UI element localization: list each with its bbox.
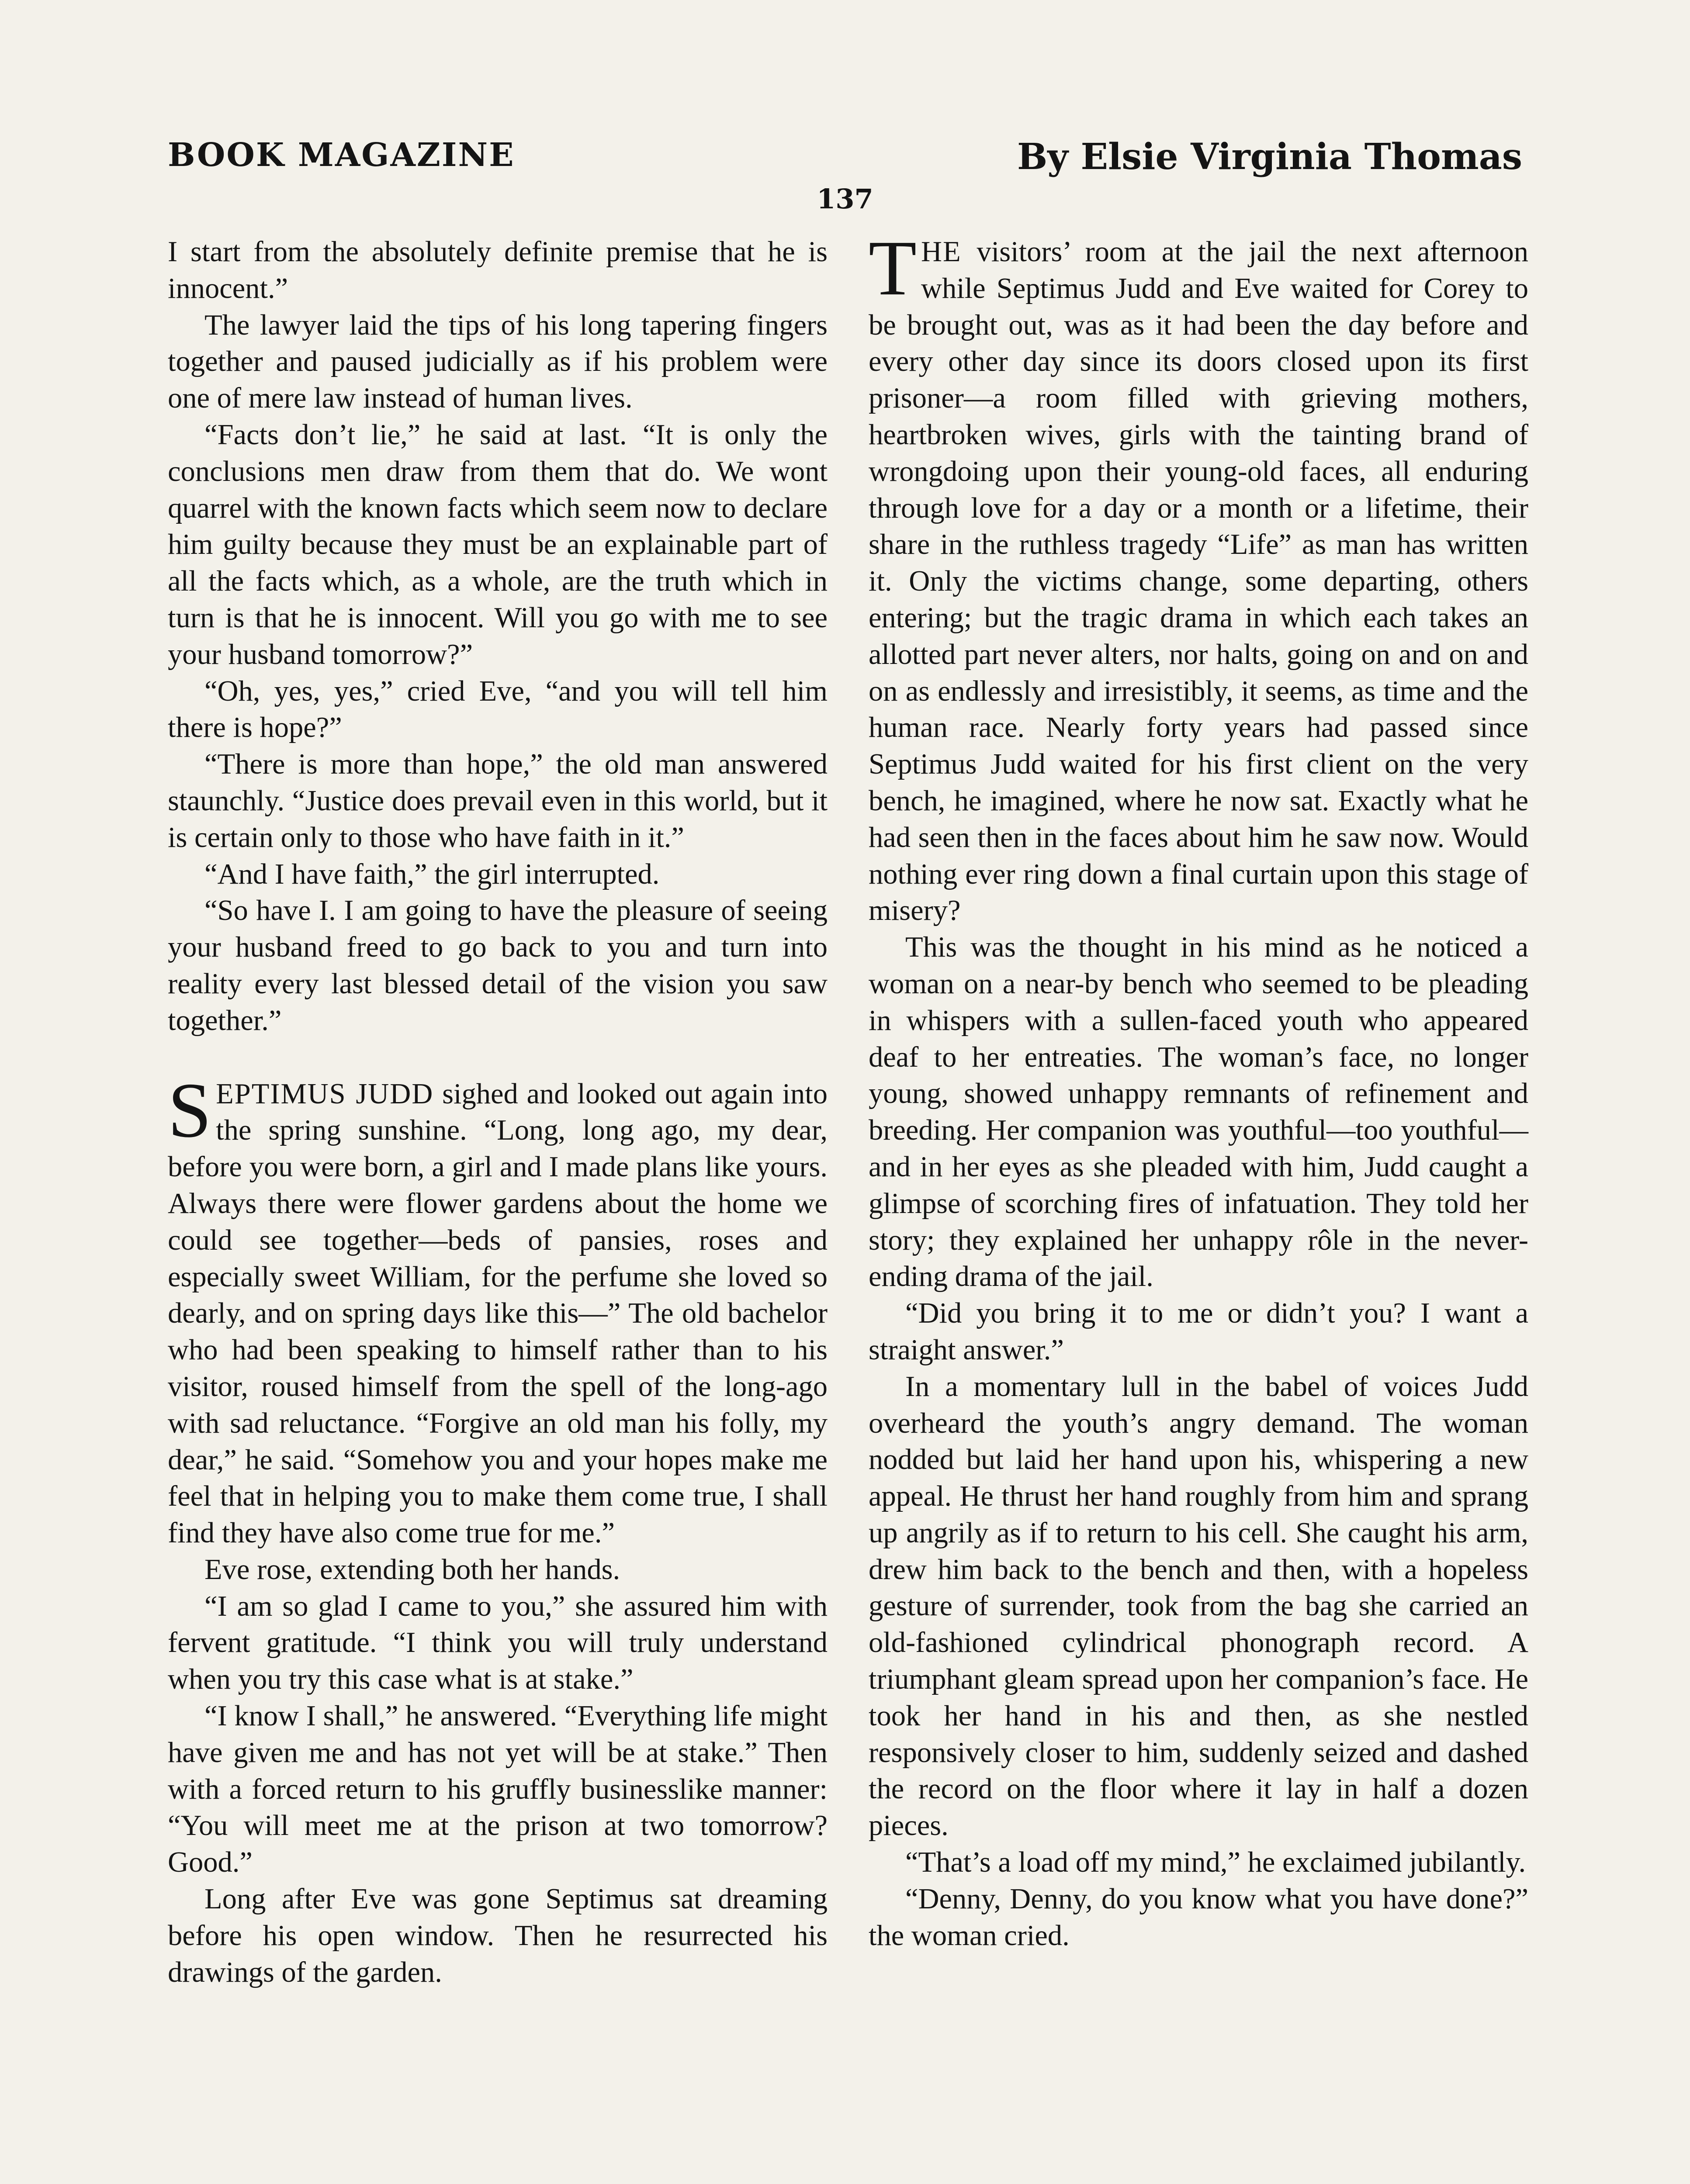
paragraph: “Denny, Denny, do you know what you have done?” the woman cried. <box>869 1883 1528 1952</box>
paragraph: This was the thought in his mind as he noticed a woman on a near-by bench who seemed to be pleading in whispers with a sullen-faced youth who appeared deaf to her entreaties. The woman’s face, no longer young, showed unhappy remnants of refinement and breeding. Her companion was youthful—too youthful—and in her eyes as she pleaded with him, Judd caught a glimpse of scorching fires of infatuation. They told her story; they explained her unhappy rôle in the never-ending drama of the jail. <box>869 931 1528 1293</box>
paragraph-text: sighed and looked out again into the spring sunshine. “Long, long ago, my dear, before you were born, a girl and I made plans like yours. Always there were flower gardens about the home we could see together—beds of pansies, roses and especially sweet William, for the perfume she loved so dearly, and on spring days like this—” The old bachelor who had been speaking to himself rather than to his visitor, roused himself from the spell of the long-ago with sad reluctance. “Forgive an old man his folly, my dear,” he said. “Somehow you and your hopes make me feel that in helping you to make them come true, I shall find they have also come true for me.” <box>168 1078 828 1549</box>
lead-in-caps: EPTIMUS JUDD <box>216 1078 434 1110</box>
paragraph: “There is more than hope,” the old man answered staunchly. “Justice does prevail even in this world, but it is certain only to those who have faith in it.” <box>168 748 828 854</box>
drop-cap: T <box>869 225 917 311</box>
section-opening-paragraph <box>869 225 1528 929</box>
magazine-title: BOOK MAGAZINE <box>168 136 515 174</box>
right-column <box>869 225 1528 1954</box>
paragraph: Long after Eve was gone Septimus sat dreaming before his open window. Then he resurrected his drawings of the garden. <box>168 1883 828 1988</box>
paragraph: The lawyer laid the tips of his long tapering fingers together and paused judicially as if his problem were one of mere law instead of human lives. <box>168 309 828 415</box>
paragraph: “Did you bring it to me or didn’t you? I want a straight answer.” <box>869 1297 1528 1366</box>
paragraph: “Facts don’t lie,” he said at last. “It is only the conclusions men draw from them that do. We wont quarrel with the known facts which seem now to declare him guilty because they must be an explainable part of all the facts which, as a whole, are the truth which in turn is that he is innocent. Will you go with me to see your husband tomorrow?” <box>168 418 828 670</box>
section-opening-paragraph <box>168 1066 828 1552</box>
left-column <box>168 234 828 1990</box>
paragraph: “I am so glad I came to you,” she assured him with fervent gratitude. “I think you will truly understand when you try this case what is at stake.” <box>168 1590 828 1696</box>
paragraph: Eve rose, extending both her hands. <box>204 1553 620 1586</box>
paragraph: I start from the absolutely definite premise that he is innocent.” <box>168 236 828 304</box>
page-number: 137 <box>817 183 873 215</box>
paragraph: “Oh, yes, yes,” cried Eve, “and you will tell him there is hope?” <box>168 675 828 744</box>
paragraph: “That’s a load off my mind,” he exclaimed jubilantly. <box>905 1846 1526 1879</box>
paragraph-text: visitors’ room at the jail the next afternoon while Septimus Judd and Eve waited for Corey to be brought out, was as it had been the day before and every other day since its doors closed upon its first prisoner—a room filled with grieving mothers, heartbroken wives, girls with the tainting brand of wrongdoing upon their young-old faces, all enduring through love for a day or a month or a lifetime, their share in the ruthless tragedy “Life” as man has written it. Only the victims change, some departing, others entering; but the tragic drama in which each takes an allotted part never alters, nor halts, going on and on and on as endlessly and irresistibly, it seems, as time and the human race. Nearly forty years had passed since Septimus Judd waited for his first client on the very bench, he imagined, where he now sat. Exactly what he had seen then in the faces about him he saw now. Would nothing ever ring down a final curtain upon this stage of misery? <box>869 236 1528 927</box>
paragraph: “And I have faith,” the girl interrupted. <box>204 858 660 890</box>
paragraph: “I know I shall,” he answered. “Everything life might have given me and has not yet will be at stake.” Then with a forced return to his gruffly businesslike manner: “You will meet me at the prison at two tomorrow? Good.” <box>168 1700 828 1879</box>
drop-cap: S <box>168 1066 212 1154</box>
paragraph: In a momentary lull in the babel of voices Judd overheard the youth’s angry demand. The woman nodded but laid her hand upon his, whispering a new appeal. He thrust her hand roughly from him and sprang up angrily as if to return to his cell. She caught his arm, drew him back to the bench and then, with a hopeless gesture of surrender, took from the bag she carried an old-fashioned cylindrical phonograph record. A triumphant gleam spread upon her companion’s face. He took her hand in his and then, as she nestled responsively closer to him, suddenly seized and dashed the record on the floor where it lay in half a dozen pieces. <box>869 1370 1528 1842</box>
paragraph: “So have I. I am going to have the pleasure of seeing your husband freed to go back to you and turn into reality every last blessed detail of the vision you saw together.” <box>168 895 828 1037</box>
lead-in-caps: HE <box>921 236 962 268</box>
author-byline: By Elsie Virginia Thomas <box>1017 136 1522 178</box>
